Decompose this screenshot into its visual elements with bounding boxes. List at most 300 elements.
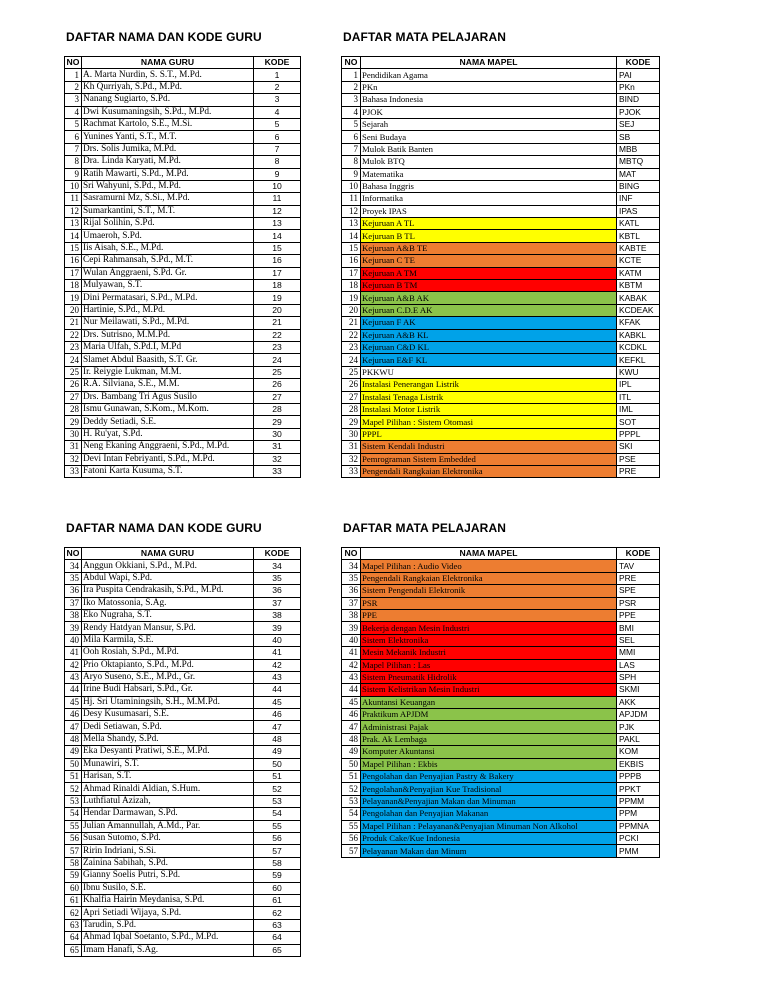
row-number: 42 <box>342 659 361 671</box>
subject-name: Bahasa Indonesia <box>361 94 617 106</box>
subject-name: Seni Budaya <box>361 131 617 143</box>
teacher-name: Kh Qurriyah, S.Pd., M.Pd. <box>82 81 254 93</box>
table-row <box>342 758 660 770</box>
subject-name: PSR <box>361 597 617 609</box>
teacher-name: Prio Oktapianto, S.Pd., M.Pd. <box>82 659 254 671</box>
teacher-code: 19 <box>254 292 301 304</box>
row-number: 35 <box>65 572 82 584</box>
teacher-code: 28 <box>254 403 301 415</box>
subject-code: KATL <box>617 218 660 230</box>
header-no: NO <box>342 57 361 69</box>
subject-name: Pendidikan Agama <box>361 69 617 81</box>
table-row <box>342 143 660 155</box>
row-number: 11 <box>342 193 361 205</box>
row-number: 24 <box>342 354 361 366</box>
row-number: 48 <box>342 733 361 745</box>
table-row <box>65 597 301 609</box>
row-number: 39 <box>342 622 361 634</box>
row-number: 17 <box>342 267 361 279</box>
row-number: 57 <box>342 845 361 857</box>
subject-name: Kejuruan F AK <box>361 317 617 329</box>
teacher-name: Sumarkantini, S.T., M.T. <box>82 205 254 217</box>
row-number: 54 <box>342 808 361 820</box>
subject-code: AKK <box>617 696 660 708</box>
table-row <box>65 894 301 906</box>
teacher-code: 61 <box>254 894 301 906</box>
row-number: 23 <box>65 341 82 353</box>
subject-code: TAV <box>617 560 660 572</box>
subject-code: LAS <box>617 659 660 671</box>
row-number: 62 <box>65 907 82 919</box>
table-row <box>342 81 660 93</box>
teacher-code: 42 <box>254 659 301 671</box>
header-kode: KODE <box>254 57 301 69</box>
subject-name: Pengolahan&Penyajian Kue Tradisional <box>361 783 617 795</box>
teacher-name: Neng Ekaning Anggraeni, S.Pd., M.Pd. <box>82 441 254 453</box>
row-number: 4 <box>342 106 361 118</box>
table-row <box>342 647 660 659</box>
row-number: 4 <box>65 106 82 118</box>
table-row <box>65 453 301 465</box>
table-row <box>65 441 301 453</box>
subject-name: Mesin Mekanik Industri <box>361 647 617 659</box>
row-number: 58 <box>65 857 82 869</box>
table-row <box>65 870 301 882</box>
table-row <box>65 81 301 93</box>
row-number: 56 <box>65 832 82 844</box>
table-row <box>342 659 660 671</box>
row-number: 55 <box>342 820 361 832</box>
teacher-code: 2 <box>254 81 301 93</box>
row-number: 43 <box>65 671 82 683</box>
subject-name: Sistem Pneumatik Hidrolik <box>361 671 617 683</box>
table-row <box>342 560 660 572</box>
subject-code: SPE <box>617 585 660 597</box>
teacher-code: 58 <box>254 857 301 869</box>
table-row <box>65 106 301 118</box>
teacher-name: Sasramurni Mz, S.Si., M.Pd. <box>82 193 254 205</box>
table-row <box>65 696 301 708</box>
table-row <box>342 597 660 609</box>
teacher-code: 22 <box>254 329 301 341</box>
mapel-table-title-1: DAFTAR MATA PELAJARAN <box>343 30 506 44</box>
table-row <box>342 267 660 279</box>
subject-name: Informatika <box>361 193 617 205</box>
table-row <box>342 609 660 621</box>
table-header-row <box>342 57 660 69</box>
row-number: 48 <box>65 733 82 745</box>
teacher-table-1 <box>64 56 301 478</box>
teacher-name: Tarudin, S.Pd. <box>82 919 254 931</box>
row-number: 13 <box>65 218 82 230</box>
teacher-name: Fatoni Karta Kusuma, S.T. <box>82 465 254 477</box>
row-number: 12 <box>65 205 82 217</box>
subject-name: Kejuruan E&F KL <box>361 354 617 366</box>
row-number: 18 <box>65 280 82 292</box>
subject-name: Sistem Kelistrikan Mesin Industri <box>361 684 617 696</box>
table-row <box>342 193 660 205</box>
subject-code: MAT <box>617 168 660 180</box>
table-row <box>65 845 301 857</box>
header-nama-guru: NAMA GURU <box>82 57 254 69</box>
row-number: 57 <box>65 845 82 857</box>
subject-name: Kejuruan C&D KL <box>361 341 617 353</box>
table-header-row <box>65 57 301 69</box>
table-row <box>342 180 660 192</box>
subject-code: KCDKL <box>617 341 660 353</box>
teacher-code: 46 <box>254 709 301 721</box>
teacher-code: 37 <box>254 597 301 609</box>
row-number: 14 <box>342 230 361 242</box>
row-number: 6 <box>65 131 82 143</box>
table-row <box>342 820 660 832</box>
teacher-name: Eko Nugraha, S.T. <box>82 609 254 621</box>
subject-code: PAKL <box>617 733 660 745</box>
teacher-code: 7 <box>254 143 301 155</box>
teacher-code: 12 <box>254 205 301 217</box>
teacher-name: Ahmad Rinaldi Aldian, S.Hum. <box>82 783 254 795</box>
teacher-code: 44 <box>254 684 301 696</box>
teacher-code: 26 <box>254 379 301 391</box>
table-row <box>342 771 660 783</box>
teacher-name: Drs. Bambang Tri Agus Susilo <box>82 391 254 403</box>
row-number: 23 <box>342 341 361 353</box>
teacher-name: Wulan Anggraeni, S.Pd. Gr. <box>82 267 254 279</box>
row-number: 59 <box>65 870 82 882</box>
teacher-code: 34 <box>254 560 301 572</box>
teacher-name: Khalfia Hairin Meydanisa, S.Pd. <box>82 894 254 906</box>
table-row <box>342 354 660 366</box>
subject-name: Kejuruan A&B KL <box>361 329 617 341</box>
subject-code: PSE <box>617 453 660 465</box>
row-number: 26 <box>65 379 82 391</box>
table-row <box>65 131 301 143</box>
row-number: 51 <box>342 771 361 783</box>
row-number: 41 <box>65 647 82 659</box>
teacher-name: Rendy Hatdyan Mansur, S.Pd. <box>82 622 254 634</box>
table-row <box>65 609 301 621</box>
subject-name: Bahasa Inggris <box>361 180 617 192</box>
teacher-code: 65 <box>254 944 301 956</box>
subject-code: APJDM <box>617 709 660 721</box>
table-row <box>342 94 660 106</box>
subject-code: IPL <box>617 379 660 391</box>
teacher-name: Luthfiatul Azizah, <box>82 795 254 807</box>
row-number: 21 <box>65 317 82 329</box>
subject-name: PJOK <box>361 106 617 118</box>
table-row <box>65 758 301 770</box>
subject-code: PPM <box>617 808 660 820</box>
table-row <box>342 845 660 857</box>
row-number: 54 <box>65 808 82 820</box>
subject-code: PJOK <box>617 106 660 118</box>
table-row <box>65 366 301 378</box>
row-number: 53 <box>65 795 82 807</box>
teacher-code: 64 <box>254 932 301 944</box>
header-kode: KODE <box>617 548 660 560</box>
subject-name: Bekerja dengan Mesin Industri <box>361 622 617 634</box>
subject-code: PPKT <box>617 783 660 795</box>
row-number: 2 <box>65 81 82 93</box>
teacher-name: Ooh Rosiah, S.Pd., M.Pd. <box>82 647 254 659</box>
row-number: 37 <box>342 597 361 609</box>
table-row <box>342 441 660 453</box>
row-number: 20 <box>342 304 361 316</box>
subject-name: Instalasi Penerangan Listrik <box>361 379 617 391</box>
row-number: 34 <box>65 560 82 572</box>
subject-name: Mulok Batik Banten <box>361 143 617 155</box>
teacher-name: Ratih Mawarti, S.Pd., M.Pd. <box>82 168 254 180</box>
row-number: 7 <box>65 143 82 155</box>
row-number: 8 <box>342 156 361 168</box>
row-number: 50 <box>65 758 82 770</box>
table-row <box>342 808 660 820</box>
subject-name: Mapel Pilihan : Pelayanan&Penyajian Minuman Non Alkohol <box>361 820 617 832</box>
row-number: 36 <box>342 585 361 597</box>
subject-code: MMI <box>617 647 660 659</box>
teacher-name: Mella Shandy, S.Pd. <box>82 733 254 745</box>
subject-name: Praktikum APJDM <box>361 709 617 721</box>
teacher-code: 6 <box>254 131 301 143</box>
subject-name: Pelayanan&Penyajian Makan dan Minuman <box>361 795 617 807</box>
row-number: 5 <box>342 118 361 130</box>
table-row <box>342 709 660 721</box>
subject-code: PJK <box>617 721 660 733</box>
row-number: 3 <box>342 94 361 106</box>
table-row <box>65 932 301 944</box>
table-row <box>65 832 301 844</box>
table-row <box>65 585 301 597</box>
subject-name: Kejuruan A&B TE <box>361 242 617 254</box>
table-row <box>65 634 301 646</box>
teacher-name: Sri Wahyuni, S.Pd., M.Pd. <box>82 180 254 192</box>
row-number: 38 <box>65 609 82 621</box>
row-number: 5 <box>65 118 82 130</box>
teacher-code: 45 <box>254 696 301 708</box>
row-number: 35 <box>342 572 361 584</box>
teacher-code: 1 <box>254 69 301 81</box>
table-row <box>342 671 660 683</box>
table-row <box>342 783 660 795</box>
row-number: 65 <box>65 944 82 956</box>
subject-code: PPPB <box>617 771 660 783</box>
teacher-name: Devi Intan Febriyanti, S.Pd., M.Pd. <box>82 453 254 465</box>
table-row <box>65 882 301 894</box>
teacher-code: 52 <box>254 783 301 795</box>
row-number: 20 <box>65 304 82 316</box>
teacher-name: Yunines Yanti, S.T., M.T. <box>82 131 254 143</box>
teacher-code: 49 <box>254 746 301 758</box>
subject-name: Sistem Elektronika <box>361 634 617 646</box>
table-row <box>342 106 660 118</box>
teacher-code: 29 <box>254 416 301 428</box>
row-number: 12 <box>342 205 361 217</box>
table-row <box>65 329 301 341</box>
row-number: 53 <box>342 795 361 807</box>
table-row <box>65 317 301 329</box>
table-row <box>65 218 301 230</box>
teacher-name: Gianny Soelis Putri, S.Pd. <box>82 870 254 882</box>
row-number: 28 <box>342 403 361 415</box>
row-number: 32 <box>65 453 82 465</box>
table-row <box>65 746 301 758</box>
row-number: 11 <box>65 193 82 205</box>
row-number: 1 <box>65 69 82 81</box>
row-number: 2 <box>342 81 361 93</box>
table-row <box>342 684 660 696</box>
row-number: 38 <box>342 609 361 621</box>
subject-name: Sistem Kendali Industri <box>361 441 617 453</box>
subject-code: PRE <box>617 572 660 584</box>
table-row <box>65 783 301 795</box>
teacher-name: Ismu Gunawan, S.Kom., M.Kom. <box>82 403 254 415</box>
table-row <box>65 193 301 205</box>
row-number: 9 <box>65 168 82 180</box>
table-row <box>342 465 660 477</box>
row-number: 43 <box>342 671 361 683</box>
teacher-code: 23 <box>254 341 301 353</box>
teacher-name: Cepi Rahmansah, S.Pd., M.T. <box>82 255 254 267</box>
subject-code: BMI <box>617 622 660 634</box>
subject-code: SOT <box>617 416 660 428</box>
teacher-name: Mulyawan, S.T. <box>82 280 254 292</box>
table-row <box>342 168 660 180</box>
teacher-name: Dini Permatasari, S.Pd., M.Pd. <box>82 292 254 304</box>
teacher-code: 55 <box>254 820 301 832</box>
row-number: 40 <box>65 634 82 646</box>
table-row <box>65 560 301 572</box>
row-number: 21 <box>342 317 361 329</box>
row-number: 22 <box>65 329 82 341</box>
table-row <box>65 230 301 242</box>
guru-table-title-2: DAFTAR NAMA DAN KODE GURU <box>66 521 262 535</box>
subject-name: Proyek IPAS <box>361 205 617 217</box>
table-row <box>65 143 301 155</box>
row-number: 16 <box>342 255 361 267</box>
teacher-name: A. Marta Nurdin, S. S.T., M.Pd. <box>82 69 254 81</box>
subject-name: Sejarah <box>361 118 617 130</box>
row-number: 26 <box>342 379 361 391</box>
row-number: 15 <box>65 242 82 254</box>
teacher-name: Eka Desyanti Pratiwi, S.E., M.Pd. <box>82 746 254 758</box>
teacher-code: 3 <box>254 94 301 106</box>
table-row <box>65 280 301 292</box>
table-row <box>342 205 660 217</box>
subject-name: Kejuruan A TL <box>361 218 617 230</box>
table-row <box>342 156 660 168</box>
table-row <box>342 255 660 267</box>
row-number: 45 <box>65 696 82 708</box>
row-number: 29 <box>65 416 82 428</box>
table-header-row <box>342 548 660 560</box>
table-row <box>65 795 301 807</box>
teacher-code: 18 <box>254 280 301 292</box>
subject-code: KFAK <box>617 317 660 329</box>
subject-name: PPPL <box>361 428 617 440</box>
row-number: 37 <box>65 597 82 609</box>
table-header-row <box>65 548 301 560</box>
teacher-code: 20 <box>254 304 301 316</box>
table-row <box>342 416 660 428</box>
row-number: 24 <box>65 354 82 366</box>
subject-name: Mapel Pilihan : Sistem Otomasi <box>361 416 617 428</box>
teacher-name: Desy Kusumasari, S.E. <box>82 709 254 721</box>
row-number: 44 <box>65 684 82 696</box>
teacher-code: 47 <box>254 721 301 733</box>
teacher-name: R.A. Silviana, S.E., M.M. <box>82 379 254 391</box>
row-number: 1 <box>342 69 361 81</box>
table-row <box>342 242 660 254</box>
subject-code: PRE <box>617 465 660 477</box>
teacher-code: 16 <box>254 255 301 267</box>
table-row <box>342 453 660 465</box>
subject-name: Pengolahan dan Penyajian Pastry & Bakery <box>361 771 617 783</box>
subject-code: SEL <box>617 634 660 646</box>
subject-code: PPPL <box>617 428 660 440</box>
subject-code: KBTM <box>617 280 660 292</box>
row-number: 49 <box>65 746 82 758</box>
teacher-code: 27 <box>254 391 301 403</box>
subject-code: PAI <box>617 69 660 81</box>
row-number: 30 <box>65 428 82 440</box>
teacher-name: Rijal Solihin, S.Pd. <box>82 218 254 230</box>
subject-code: BING <box>617 180 660 192</box>
table-row <box>342 634 660 646</box>
header-kode: KODE <box>617 57 660 69</box>
table-row <box>65 304 301 316</box>
subject-code: KABTE <box>617 242 660 254</box>
row-number: 52 <box>342 783 361 795</box>
row-number: 64 <box>65 932 82 944</box>
subject-name: Mapel Pilihan : Ekbis <box>361 758 617 770</box>
table-row <box>65 416 301 428</box>
row-number: 6 <box>342 131 361 143</box>
teacher-code: 39 <box>254 622 301 634</box>
subject-name: PKn <box>361 81 617 93</box>
table-row <box>342 341 660 353</box>
row-number: 39 <box>65 622 82 634</box>
table-row <box>342 230 660 242</box>
table-row <box>65 907 301 919</box>
teacher-code: 11 <box>254 193 301 205</box>
teacher-code: 35 <box>254 572 301 584</box>
row-number: 52 <box>65 783 82 795</box>
subject-code: EKBIS <box>617 758 660 770</box>
header-kode: KODE <box>254 548 301 560</box>
subject-name: Matematika <box>361 168 617 180</box>
subject-code: ITL <box>617 391 660 403</box>
table-row <box>65 428 301 440</box>
table-row <box>65 354 301 366</box>
teacher-name: Ahmad Iqbal Soetanto, S.Pd., M.Pd. <box>82 932 254 944</box>
subject-code: KEFKL <box>617 354 660 366</box>
teacher-name: Imam Hanafi, S.Ag. <box>82 944 254 956</box>
teacher-code: 10 <box>254 180 301 192</box>
table-row <box>65 403 301 415</box>
teacher-name: Rachmat Kartolo, S.E., M.Si. <box>82 118 254 130</box>
teacher-code: 50 <box>254 758 301 770</box>
teacher-name: Aryo Suseno, S.E., M.Pd., Gr. <box>82 671 254 683</box>
table-row <box>65 721 301 733</box>
row-number: 14 <box>65 230 82 242</box>
row-number: 42 <box>65 659 82 671</box>
row-number: 9 <box>342 168 361 180</box>
subject-name: Kejuruan B TM <box>361 280 617 292</box>
table-row <box>342 329 660 341</box>
teacher-code: 4 <box>254 106 301 118</box>
table-row <box>65 622 301 634</box>
table-row <box>342 428 660 440</box>
